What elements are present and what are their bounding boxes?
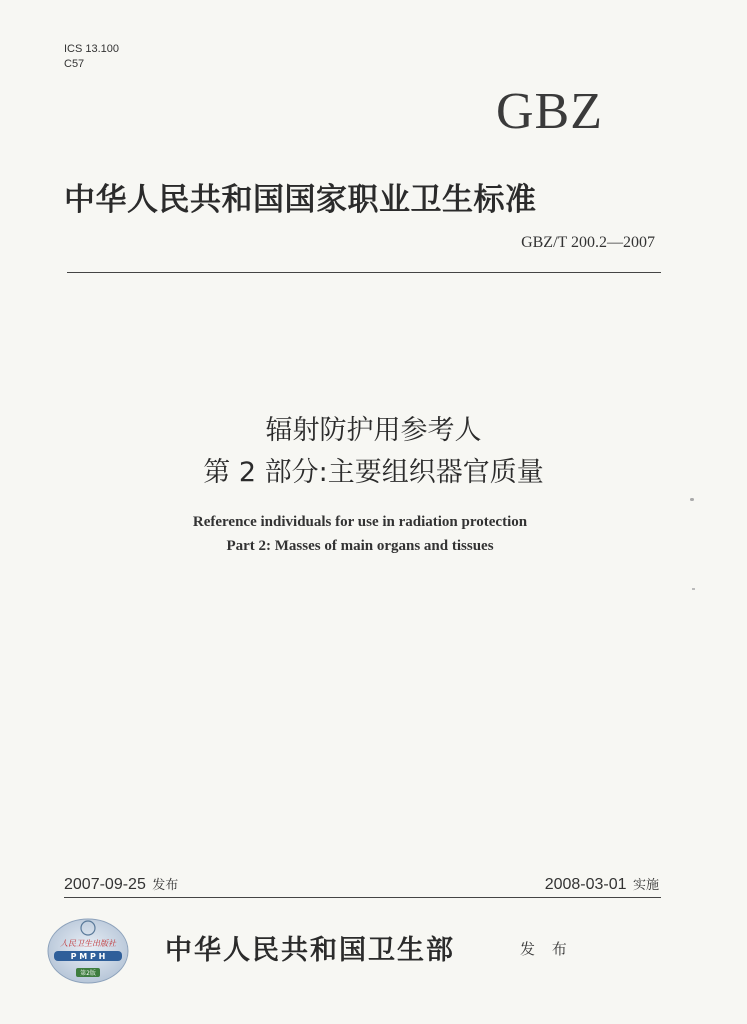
- english-title-line2: Part 2: Masses of main organs and tissues: [226, 538, 494, 554]
- top-divider: [67, 272, 661, 273]
- issue-date: 2007-09-25: [64, 876, 146, 893]
- standard-code: GBZ/T 200.2—2007: [521, 234, 655, 251]
- issue-date-block: [64, 874, 178, 894]
- implement-date-block: [545, 874, 659, 894]
- classification-codes: [64, 42, 119, 72]
- publisher-logo: [46, 916, 130, 986]
- scan-speck: [690, 498, 694, 501]
- logo-text-mid: P M P H: [70, 952, 106, 961]
- chinese-title-line1: 辐射防护用参考人: [265, 415, 482, 446]
- logo-text-bottom: 第2版: [80, 970, 96, 977]
- english-title-line1: Reference individuals for use in radiation protection: [192, 514, 528, 530]
- issue-label: 发布: [152, 878, 179, 893]
- ics-code: ICS 13.100: [64, 43, 120, 55]
- logo-text-top: 人民卫生出版社: [60, 939, 116, 948]
- scan-speck: [692, 588, 695, 590]
- implement-label: 实施: [632, 878, 659, 893]
- standard-category: 中华人民共和国国家职业卫生标准: [64, 182, 537, 218]
- publish-label: 发 布: [520, 940, 573, 958]
- standard-mark: GBZ: [496, 83, 603, 140]
- ccs-code: C57: [64, 58, 85, 70]
- chinese-title-line2: 第 2 部分:主要组织器官质量: [203, 457, 544, 488]
- implement-date: 2008-03-01: [544, 876, 627, 893]
- issuing-authority: 中华人民共和国卫生部: [165, 935, 455, 966]
- bottom-divider: [64, 897, 661, 898]
